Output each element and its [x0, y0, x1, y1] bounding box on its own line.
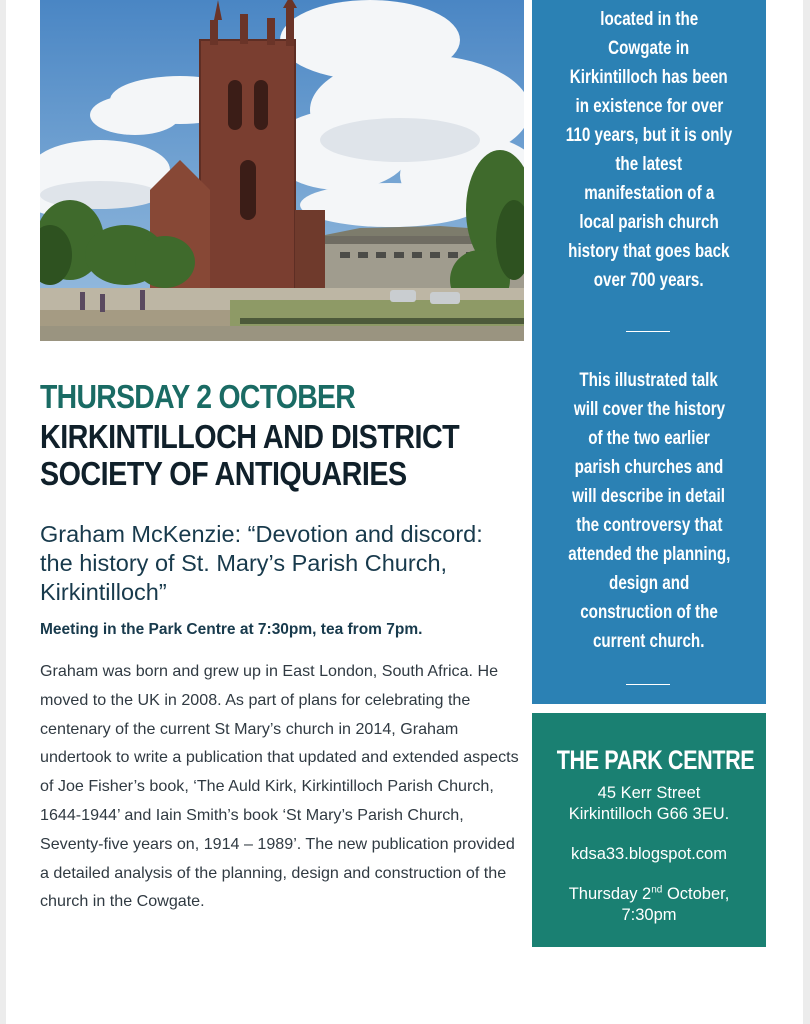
intro-line: 110 years, but it is only	[565, 125, 733, 146]
summary-line: This illustrated talk	[579, 370, 719, 391]
event-date: Thursday 2nd October,	[568, 884, 730, 903]
church-photo	[40, 0, 524, 341]
society-name	[40, 418, 459, 492]
page-right-edge	[803, 0, 810, 1024]
venue-town: Kirkintilloch G66 3EU.	[568, 805, 730, 823]
speaker-bio: Graham was born and grew up in East London, South Africa. He moved to the UK in 2008. As part of plans for celebrating the centenary of the current St Mary’s church in 2014, Graham undertook to write a publication that updated and extended aspects of Joe Fisher’s book, ‘The Auld Kirk, Kirkintilloch Parish Church, 1644-1944’ and Iain Smith’s book ‘St Mary’s Parish Church, Seventy-five years on, 1914 – 1989’. The new publication provided a detailed analysis of the planning, design and construction of the church in the Cowgate.	[40, 662, 519, 911]
intro-line: Kirkintilloch has been	[570, 67, 728, 88]
intro-line: in existence for over	[575, 96, 723, 117]
event-date-heading: THURSDAY 2 OCTOBER	[40, 378, 356, 415]
summary-line: current church.	[593, 631, 705, 652]
page-left-edge	[0, 0, 6, 1024]
intro-line: located in the	[600, 9, 698, 30]
intro-line: over 700 years.	[594, 270, 704, 291]
intro-line: local parish church	[579, 212, 719, 233]
divider	[626, 684, 670, 685]
venue-street: 45 Kerr Street	[597, 784, 701, 802]
summary-line: will describe in detail	[572, 486, 726, 507]
society-name-line-1: KIRKINTILLOCH AND DISTRICT	[40, 418, 460, 455]
talk-summary-text	[532, 366, 766, 656]
summary-line: the controversy that	[575, 515, 723, 536]
society-name-line-2: SOCIETY OF ANTIQUARIES	[40, 455, 407, 492]
summary-line: of the two earlier	[588, 428, 710, 449]
summary-line: attended the planning,	[567, 544, 731, 565]
church-intro-text	[532, 5, 766, 295]
summary-line: construction of the	[580, 602, 718, 623]
summary-line: will cover the history	[573, 399, 725, 420]
venue-name: THE PARK CENTRE	[556, 745, 755, 775]
intro-line: the latest	[615, 154, 683, 175]
venue-panel	[532, 713, 766, 947]
summary-line: design and	[608, 573, 690, 594]
summary-line: parish churches and	[574, 457, 724, 478]
event-time: 7:30pm	[621, 906, 677, 924]
intro-line: Cowgate in	[608, 38, 690, 59]
divider	[626, 331, 670, 332]
website-link[interactable]: kdsa33.blogspot.com	[571, 845, 727, 863]
intro-line: manifestation of a	[583, 183, 715, 204]
intro-line: history that goes back	[568, 241, 730, 262]
church-info-panel	[532, 0, 766, 704]
meeting-details: Meeting in the Park Centre at 7:30pm, tea from 7pm.	[40, 621, 423, 638]
talk-title: Graham McKenzie: “Devotion and discord: the history of St. Mary’s Parish Church, Kirkintilloch”	[40, 521, 483, 605]
